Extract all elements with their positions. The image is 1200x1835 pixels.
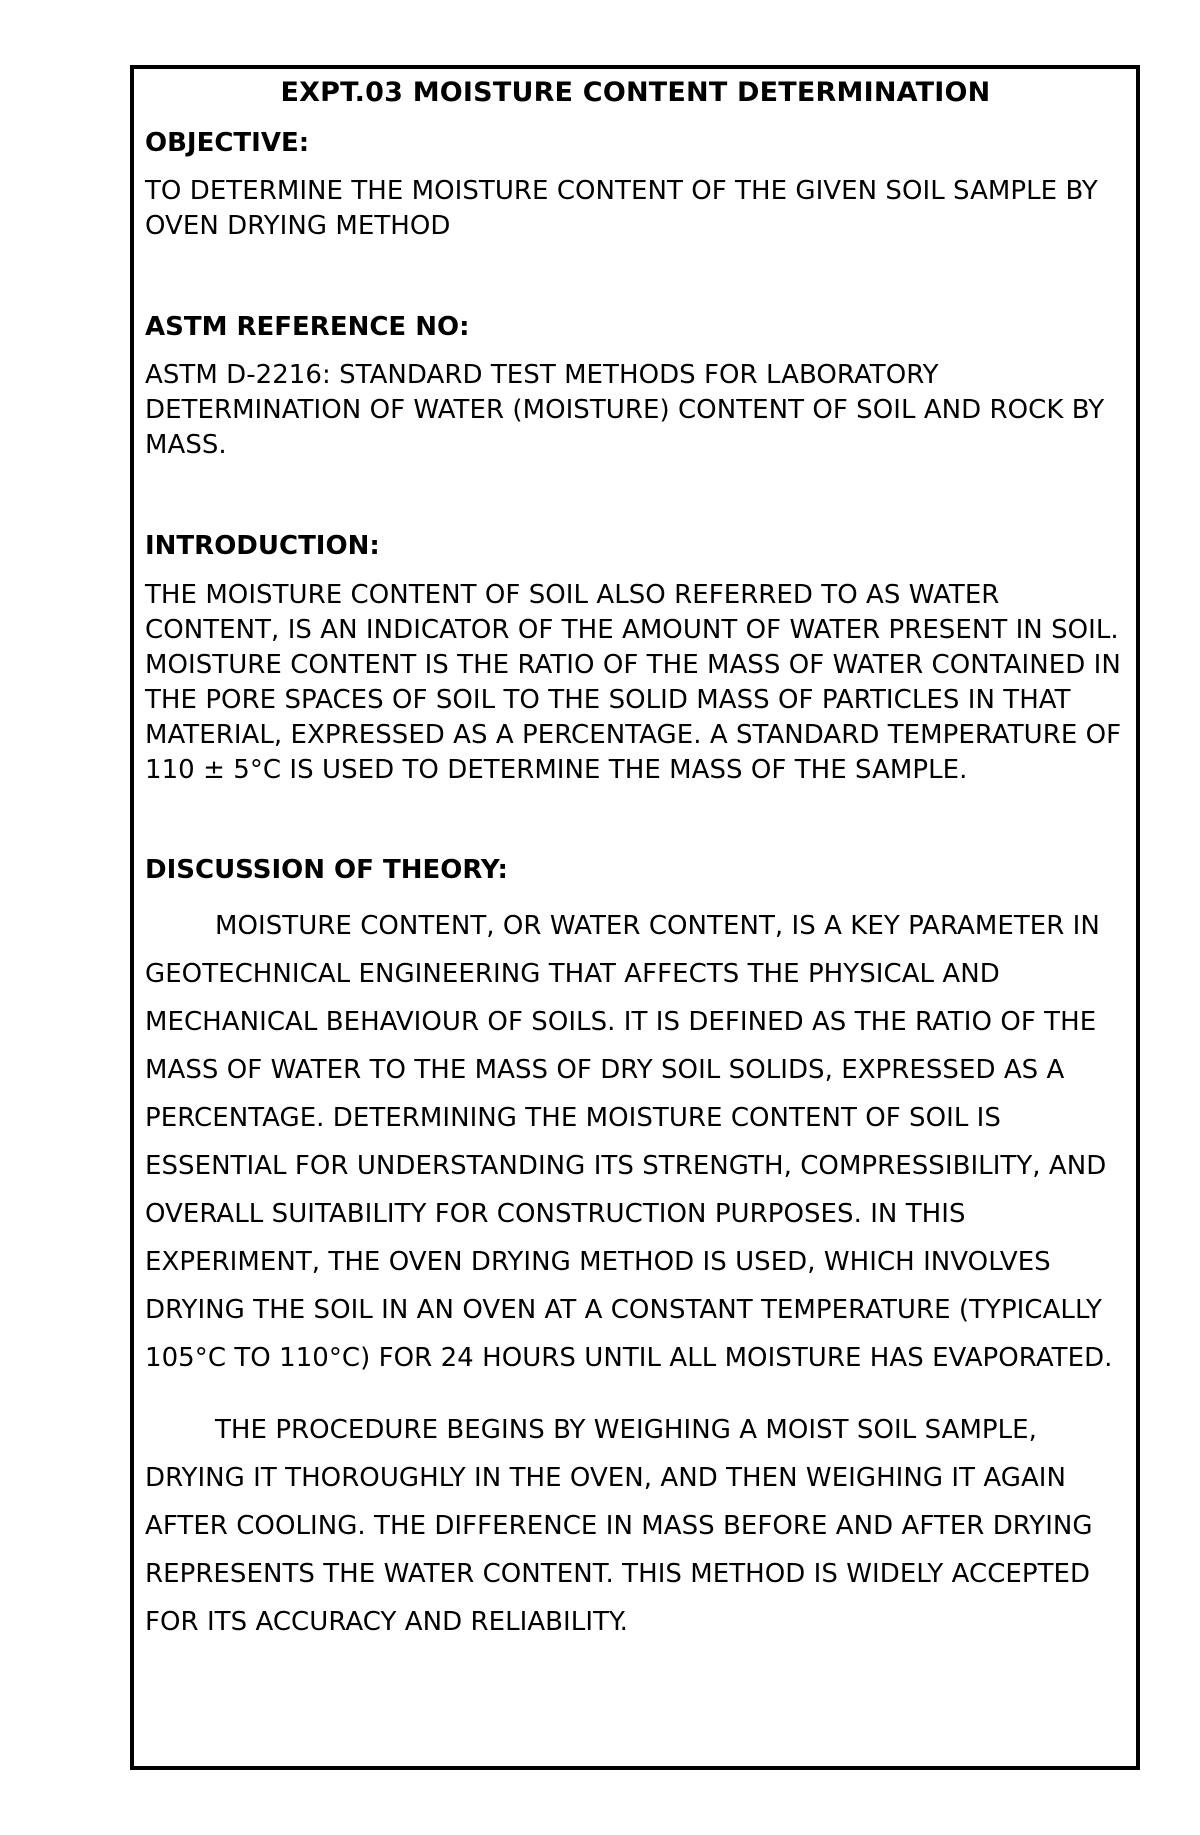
astm-text: ASTM D-2216: STANDARD TEST METHODS FOR LABORATORY DETERMINATION OF WATER (MOISTURE) CONTENT OF SOIL AND ROCK BY MASS.: [145, 360, 1105, 460]
document-frame: [130, 65, 1140, 1770]
objective-heading: OBJECTIVE:: [145, 128, 310, 158]
page-title: EXPT.03 MOISTURE CONTENT DETERMINATION: [280, 77, 991, 108]
objective-text: TO DETERMINE THE MOISTURE CONTENT OF THE GIVEN SOIL SAMPLE BY OVEN DRYING METHOD: [145, 176, 1098, 241]
discussion-paragraph-2: THE PROCEDURE BEGINS BY WEIGHING A MOIST SOIL SAMPLE, DRYING IT THOROUGHLY IN THE OVEN, AND THEN WEIGHING IT AGAIN AFTER COOLING. THE DIFFERENCE IN MASS BEFORE AND AFTER DRYING REPRESENTS THE WATER CONTENT. THIS METHOD IS WIDELY ACCEPTED FOR ITS ACCURACY AND RELIABILITY.: [145, 1415, 1093, 1637]
introduction-text: THE MOISTURE CONTENT OF SOIL ALSO REFERRED TO AS WATER CONTENT, IS AN INDICATOR OF THE AMOUNT OF WATER PRESENT IN SOIL. MOISTURE CONTENT IS THE RATIO OF THE MASS OF WATER CONTAINED IN THE PORE SPACES OF SOIL TO THE SOLID MASS OF PARTICLES IN THAT MATERIAL, EXPRESSED AS A PERCENTAGE. A STANDARD TEMPERATURE OF 110 ± 5°C IS USED TO DETERMINE THE MASS OF THE SAMPLE.: [145, 580, 1122, 785]
discussion-heading: DISCUSSION OF THEORY:: [145, 855, 508, 885]
introduction-heading: INTRODUCTION:: [145, 531, 380, 561]
astm-heading: ASTM REFERENCE NO:: [145, 312, 470, 342]
discussion-paragraph-1: MOISTURE CONTENT, OR WATER CONTENT, IS A KEY PARAMETER IN GEOTECHNICAL ENGINEERING THAT AFFECTS THE PHYSICAL AND MECHANICAL BEHAVIOUR OF SOILS. IT IS DEFINED AS THE RATIO OF THE MASS OF WATER TO THE MASS OF DRY SOIL SOLIDS, EXPRESSED AS A PERCENTAGE. DETERMINING THE MOISTURE CONTENT OF SOIL IS ESSENTIAL FOR UNDERSTANDING ITS STRENGTH, COMPRESSIBILITY, AND OVERALL SUITABILITY FOR CONSTRUCTION PURPOSES. IN THIS EXPERIMENT, THE OVEN DRYING METHOD IS USED, WHICH INVOLVES DRYING THE SOIL IN AN OVEN AT A CONSTANT TEMPERATURE (TYPICALLY 105°C TO 110°C) FOR 24 HOURS UNTIL ALL MOISTURE HAS EVAPORATED.: [145, 911, 1113, 1373]
